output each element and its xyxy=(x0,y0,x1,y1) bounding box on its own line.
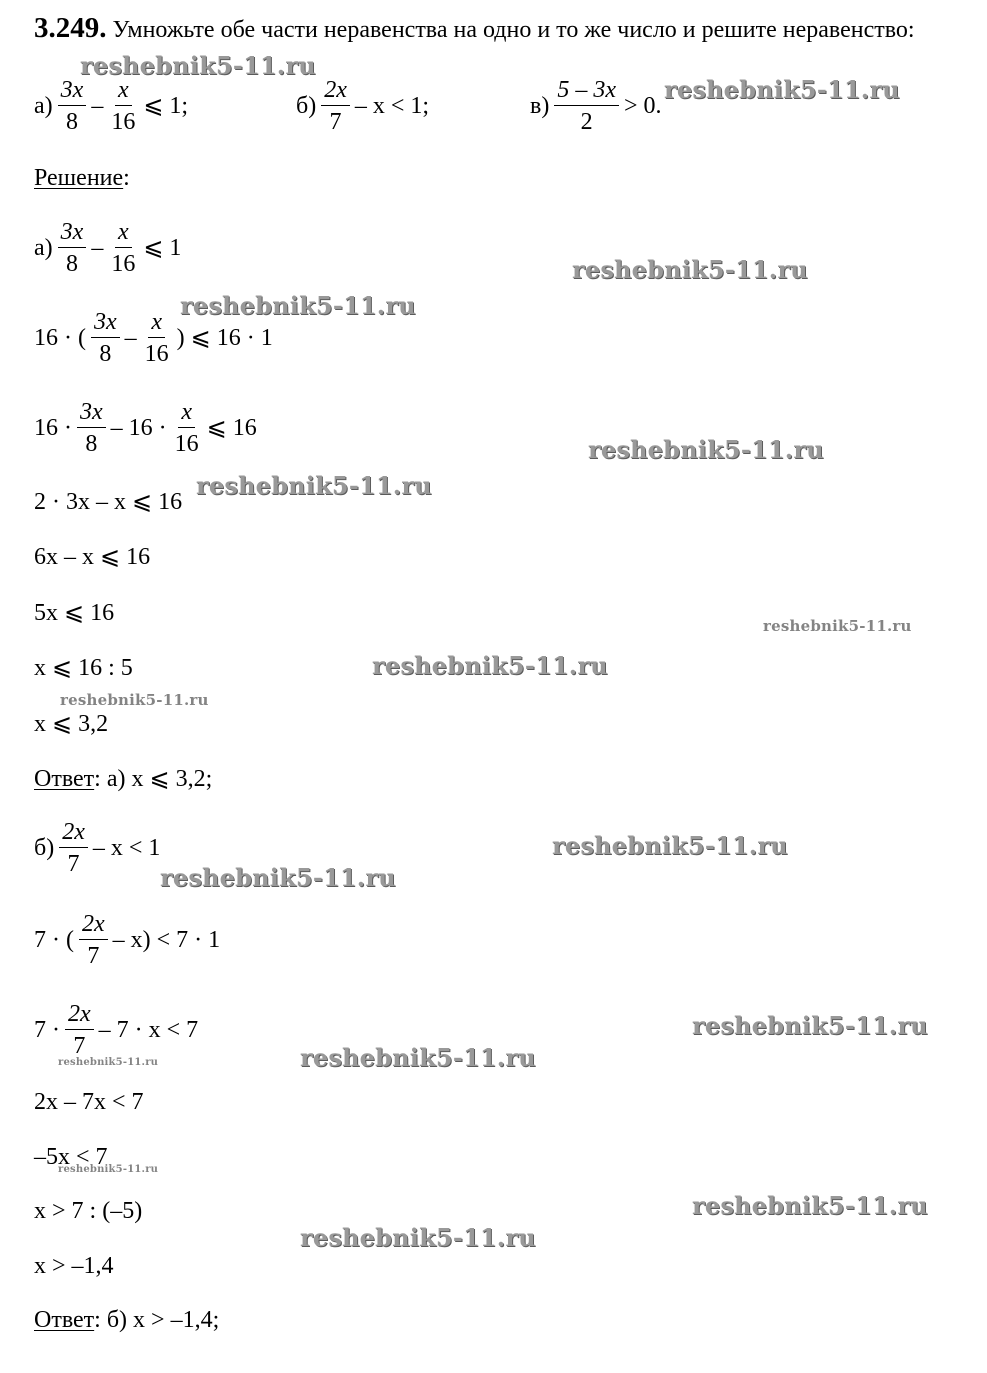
operator: – xyxy=(91,93,104,119)
solution-heading: Решение: xyxy=(34,165,130,191)
watermark: reshebnik5-11.ru xyxy=(300,1043,536,1072)
watermark: reshebnik5-11.ru xyxy=(80,51,316,80)
step-b-1: б) $\frac{2x}{7}$ – x < 1 xyxy=(34,819,161,877)
watermark: reshebnik5-11.ru xyxy=(552,831,788,860)
fraction: $\frac{3x}{8}$ xyxy=(77,400,106,456)
fraction: $\frac{x}{16}$ xyxy=(144,309,169,367)
answer-a xyxy=(34,767,212,791)
watermark: reshebnik5-11.ru xyxy=(763,617,912,635)
task-header xyxy=(34,14,915,43)
fraction: $\frac{3x}{8}$ xyxy=(91,310,120,366)
step-b-2: 7 · ( $\frac{2x}{7}$ – x) < 7 · 1 xyxy=(34,911,221,969)
fraction: $\frac{x}{16}$ xyxy=(174,399,199,457)
solution-label: Решение xyxy=(34,165,124,191)
task-part-b xyxy=(296,78,429,134)
task-number: 3.249. xyxy=(34,12,107,44)
watermark: reshebnik5-11.ru xyxy=(572,255,808,284)
fraction: $\frac{3x}{8}$ xyxy=(58,78,87,134)
step-a-7: x ⩽ 16 : 5 xyxy=(34,655,133,681)
watermark: reshebnik5-11.ru xyxy=(372,651,608,680)
step-b-7: x > –1,4 xyxy=(34,1253,114,1279)
step-b-4: 2x – 7x < 7 xyxy=(34,1089,144,1115)
watermark: reshebnik5-11.ru xyxy=(196,471,432,500)
fraction: $\frac{5 - 3x}{2}$ xyxy=(554,78,619,134)
step-a-5: 6x – x ⩽ 16 xyxy=(34,544,151,570)
fraction: $\frac{2x}{7}$ xyxy=(59,820,88,876)
step-b-5: –5x < 7 xyxy=(34,1144,108,1170)
fraction: $\frac{2x}{7}$ xyxy=(79,912,108,968)
watermark: reshebnik5-11.ru xyxy=(588,435,824,464)
task-part-v xyxy=(530,78,662,134)
step-b-3: 7 · $\frac{2x}{7}$ – 7 · x < 7 xyxy=(34,1001,199,1059)
step-b-6: x > 7 : (–5) xyxy=(34,1198,143,1224)
watermark: reshebnik5-11.ru xyxy=(664,75,900,104)
watermark: reshebnik5-11.ru xyxy=(180,291,416,320)
step-a-2: 16 · ( $\frac{3x}{8}$ – $\frac{x}{16}$ ) ⩽ 16 · 1 xyxy=(34,309,273,367)
inequality-rhs: ⩽ 1; xyxy=(143,93,189,119)
answer-text: : а) x ⩽ 3,2; xyxy=(94,766,213,792)
step-a-1: а) $\frac{3x}{8}$ – $\frac{x}{16}$ ⩽ 1 xyxy=(34,219,182,277)
task-part-a xyxy=(34,78,188,134)
fraction: $\frac{x}{16}$ xyxy=(111,219,136,277)
answer-text: : б) x > –1,4; xyxy=(94,1307,220,1333)
part-label: в) xyxy=(530,93,550,119)
part-label: б) xyxy=(296,93,317,119)
step-a-3: 16 · $\frac{3x}{8}$ – 16 · $\frac{x}{16}$ ⩽ 16 xyxy=(34,399,257,457)
inequality-rhs: – x < 1; xyxy=(354,93,430,119)
fraction: $\frac{3x}{8}$ xyxy=(58,220,87,276)
answer-label: Ответ xyxy=(34,1307,95,1333)
watermark: reshebnik5-11.ru xyxy=(58,1057,159,1068)
answer-b xyxy=(34,1308,219,1332)
watermark: reshebnik5-11.ru xyxy=(300,1223,536,1252)
fraction: $\frac{2x}{7}$ xyxy=(321,78,350,134)
inequality-rhs: > 0. xyxy=(623,93,662,119)
fraction: $\frac{2x}{7}$ xyxy=(65,1002,94,1058)
answer-label: Ответ xyxy=(34,766,95,792)
watermark: reshebnik5-11.ru xyxy=(692,1011,928,1040)
fraction: $\frac{x}{16}$ xyxy=(111,77,136,135)
watermark: reshebnik5-11.ru xyxy=(692,1191,928,1220)
step-a-6: 5x ⩽ 16 xyxy=(34,600,115,626)
watermark: reshebnik5-11.ru xyxy=(60,691,209,709)
part-label: а) xyxy=(34,93,53,119)
watermark: reshebnik5-11.ru xyxy=(58,1164,159,1175)
step-a-8: x ⩽ 3,2 xyxy=(34,711,109,737)
task-text: Умножьте обе части неравенства на одно и то же число и решите неравенство: xyxy=(112,17,915,43)
step-a-4: 2 · 3x – x ⩽ 16 xyxy=(34,489,183,515)
watermark: reshebnik5-11.ru xyxy=(160,863,396,892)
